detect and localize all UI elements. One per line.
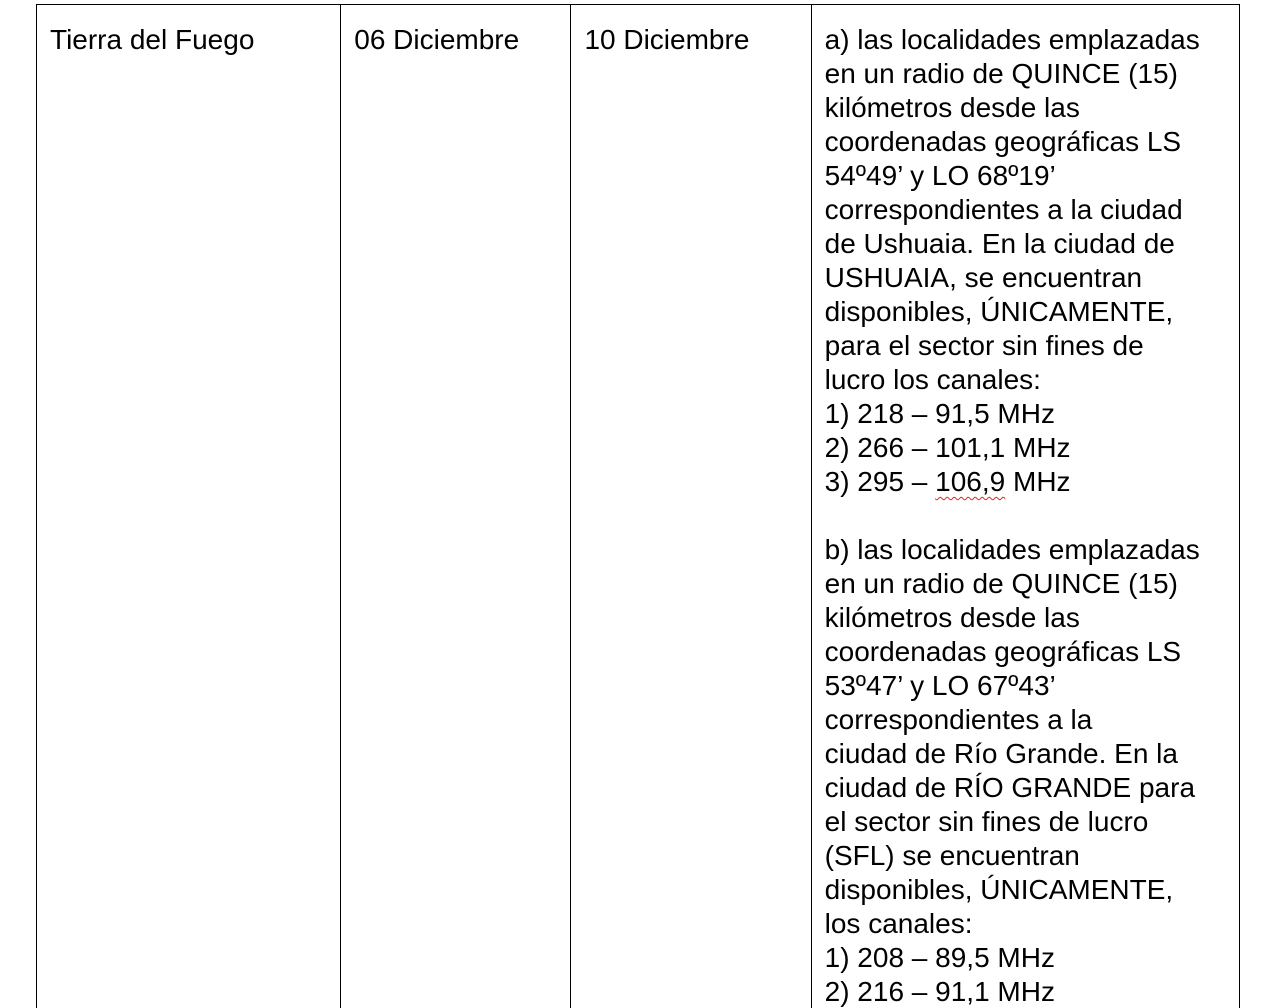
section-b-line: correspondientes a la (824, 704, 1093, 735)
section-a-line: para el sector sin fines de (824, 330, 1144, 361)
spellcheck-flagged-word[interactable]: 106,9 (935, 466, 1006, 497)
section-a-line: a) las localidades emplazadas (824, 24, 1200, 55)
section-a-line: USHUAIA, se encuentran (824, 262, 1143, 293)
section-a-line: disponibles, ÚNICAMENTE, (824, 296, 1174, 327)
start-date-cell[interactable] (341, 5, 571, 1008)
section-b-paragraph (825, 533, 1227, 1008)
section-a-line: 54º49’ y LO 68º19’ (824, 160, 1056, 191)
section-b-line: ciudad de Río Grande. En la (824, 738, 1178, 769)
detail-cell[interactable] (811, 5, 1239, 1008)
section-b-line: coordenadas geográficas LS (824, 636, 1182, 667)
section-b-line: b) las localidades emplazadas (824, 534, 1200, 565)
allocation-table (36, 4, 1240, 1008)
section-b-line: ciudad de RÍO GRANDE para (824, 772, 1196, 803)
section-b-line: los canales: (824, 908, 973, 939)
section-b-line: en un radio de QUINCE (15) (824, 568, 1178, 599)
channel-prefix: 3) 295 – (824, 466, 936, 497)
section-b-line: el sector sin fines de lucro (824, 806, 1149, 837)
section-b-line: disponibles, ÚNICAMENTE, (824, 874, 1174, 905)
section-b-line: (SFL) se encuentran (824, 840, 1080, 871)
section-a-line: kilómetros desde las (824, 92, 1080, 123)
channel-item: 1) 218 – 91,5 MHz (824, 398, 1055, 429)
channel-item (825, 465, 1227, 499)
paragraph-spacer (825, 499, 1227, 533)
section-a-line: en un radio de QUINCE (15) (824, 58, 1178, 89)
end-date-cell[interactable] (571, 5, 811, 1008)
channel-suffix: MHz (1005, 466, 1071, 497)
channel-item: 1) 208 – 89,5 MHz (824, 942, 1055, 973)
table-row (37, 5, 1240, 1008)
channel-item: 2) 216 – 91,1 MHz (824, 976, 1055, 1007)
section-a-line: de Ushuaia. En la ciudad de (824, 228, 1175, 259)
section-b-line: 53º47’ y LO 67º43’ (824, 670, 1056, 701)
section-a-line: correspondientes a la ciudad (824, 194, 1183, 225)
section-b-line: kilómetros desde las (824, 602, 1080, 633)
start-date-text: 06 Diciembre (354, 24, 520, 55)
province-cell[interactable] (37, 5, 341, 1008)
province-text: Tierra del Fuego (50, 24, 255, 55)
section-a-line: coordenadas geográficas LS (824, 126, 1182, 157)
channel-item: 2) 266 – 101,1 MHz (824, 432, 1071, 463)
section-a-paragraph (825, 23, 1227, 499)
end-date-text: 10 Diciembre (584, 24, 750, 55)
section-a-line: lucro los canales: (824, 364, 1041, 395)
